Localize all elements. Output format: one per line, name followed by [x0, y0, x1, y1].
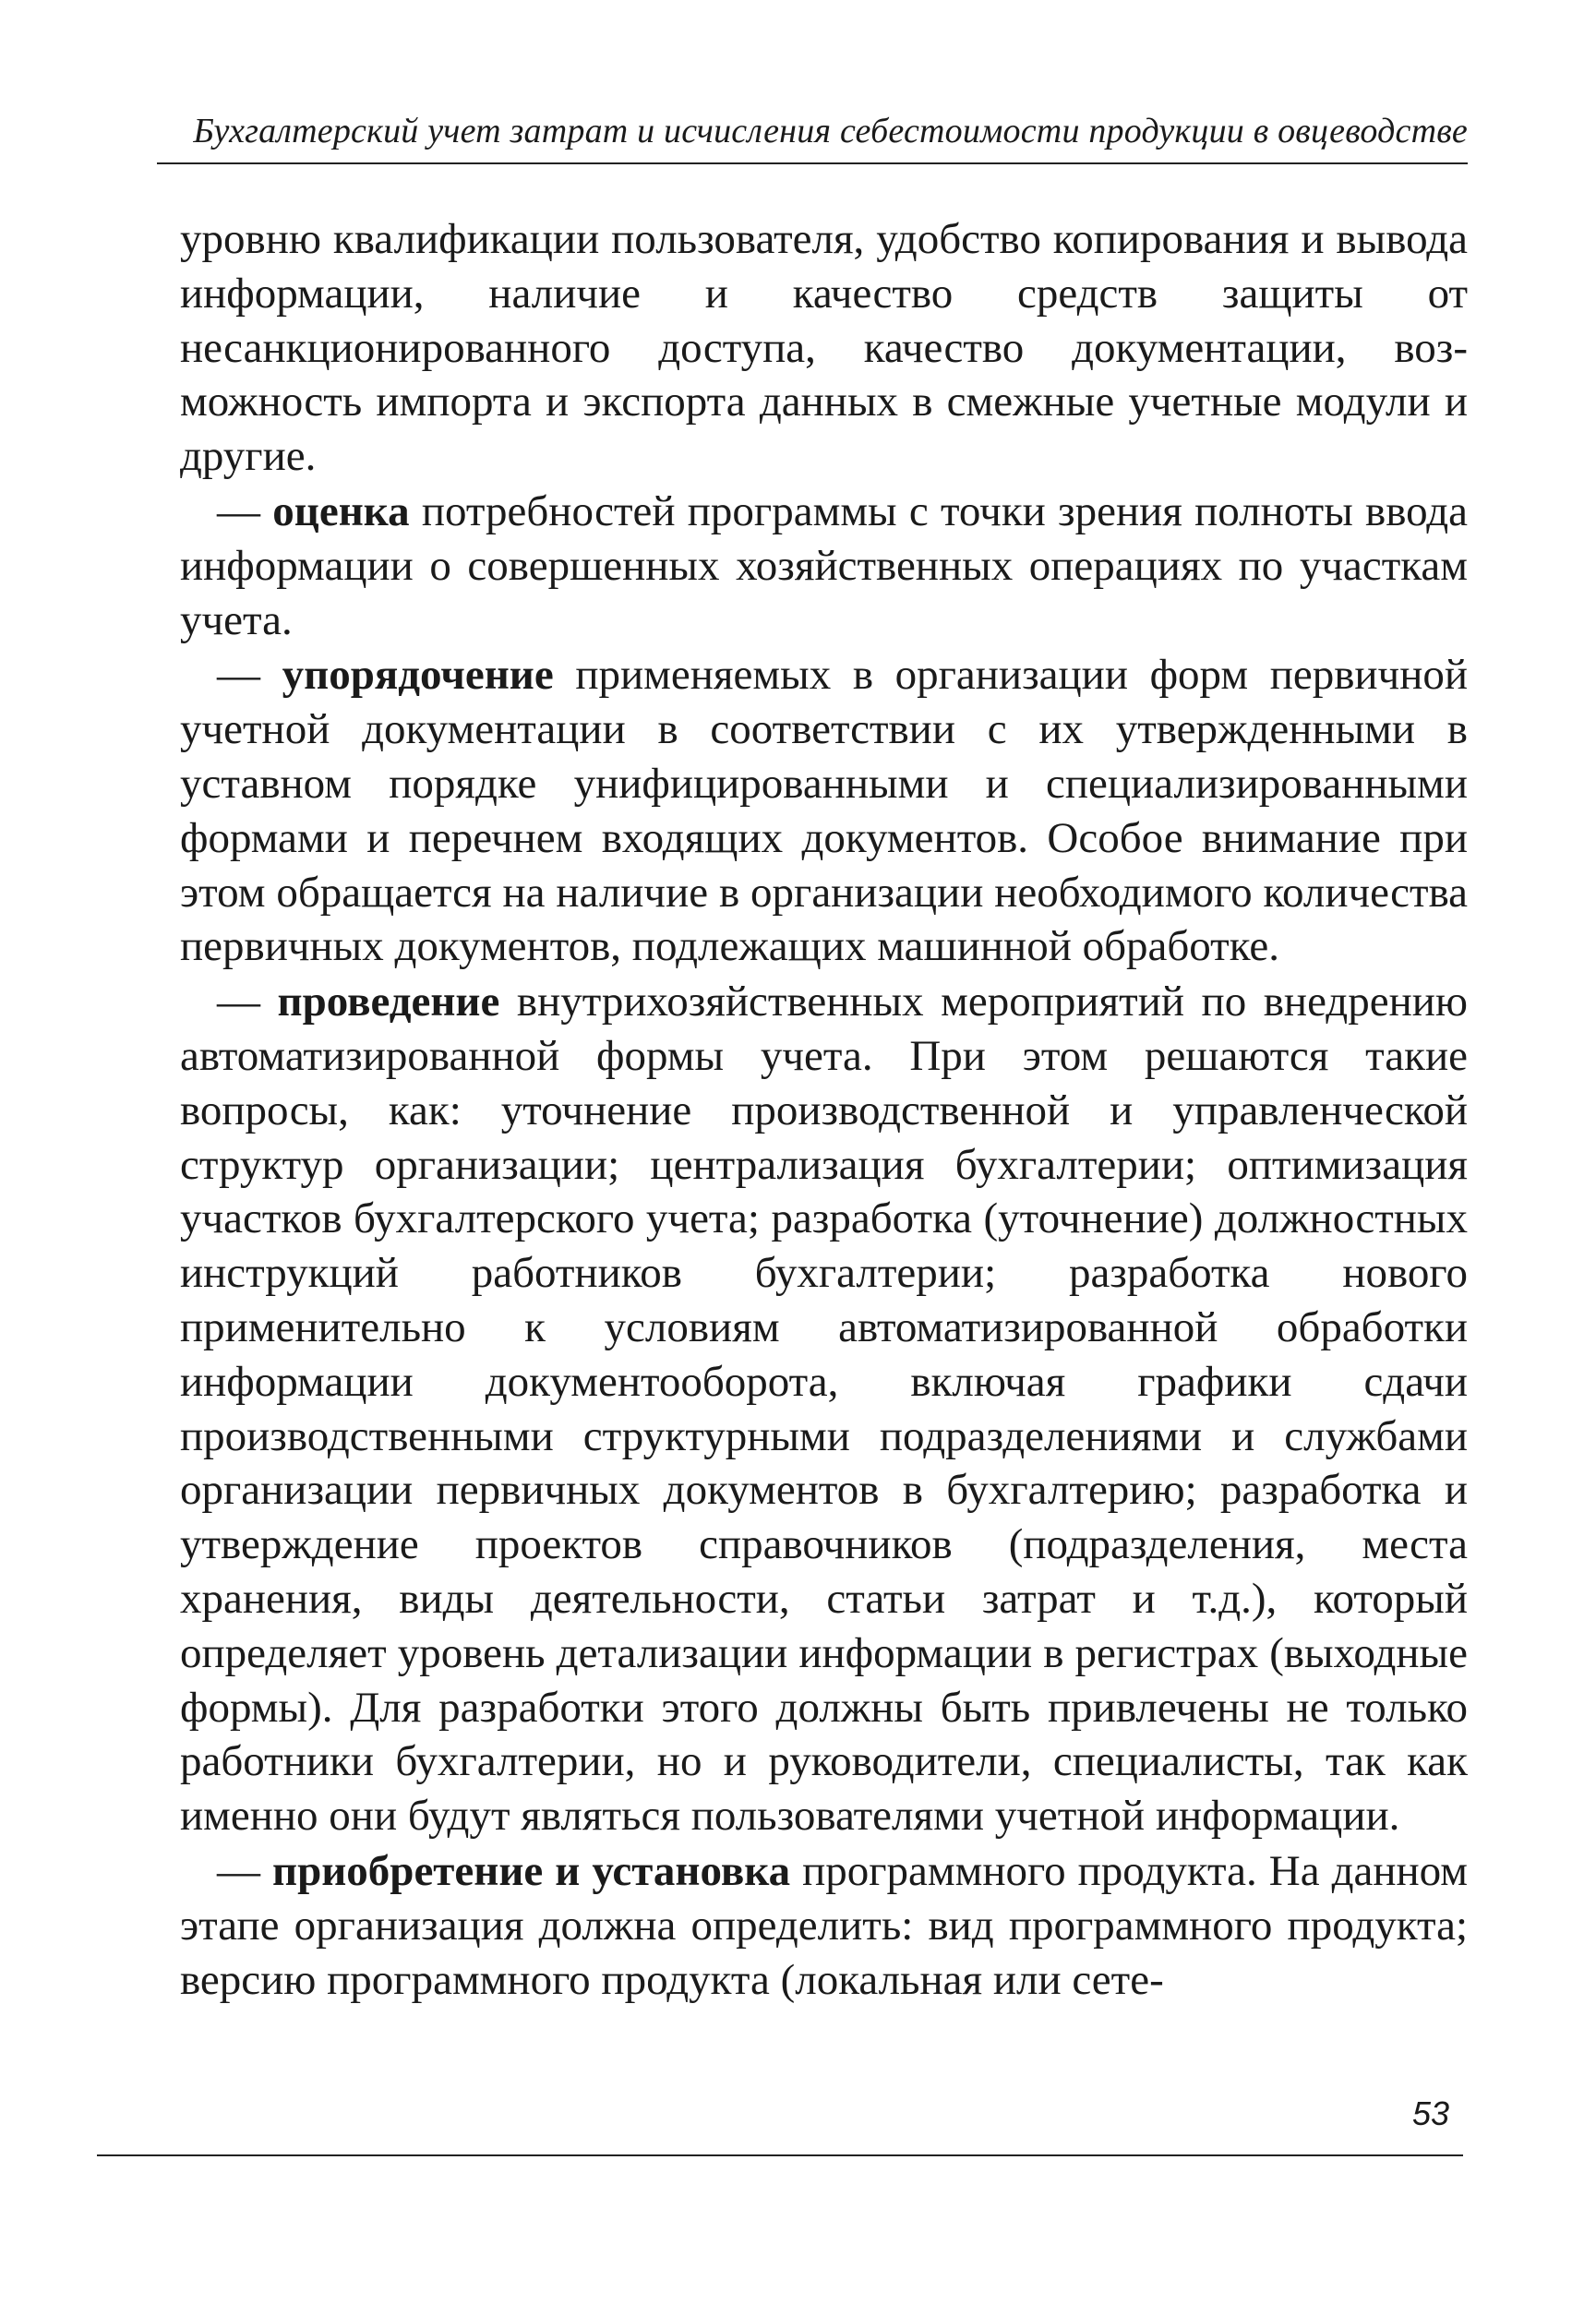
item-text: программного продукта. На данном этапе организация должна определить: вид программного продукта; версию программного продукта (локальная или сете- [180, 1846, 1468, 2004]
list-dash: — [217, 978, 278, 1026]
list-item-conducting [180, 975, 1468, 1843]
list-dash: — [217, 651, 282, 700]
term-ordering: упорядочение [282, 651, 554, 700]
running-header: Бухгалтерский учет затрат и исчисления себестоимости продукции в овцеводстве [193, 112, 1468, 150]
footer-divider [97, 2154, 1463, 2156]
page-body [180, 212, 1468, 2007]
list-item-acquisition [180, 1844, 1468, 2007]
list-dash: — [217, 1846, 272, 1895]
item-text: применяемых в организации форм первичной учетной документации в соответствии с их утвержденными в уставном порядке унифицированными и специализированными формами и перечнем входящих документов. Особое внимание при этом обращается на наличие в организации необходимого количества первичных документов, подлежащих машинной обработке. [180, 651, 1468, 971]
term-assessment: оценка [272, 486, 410, 535]
list-dash: — [217, 486, 273, 535]
list-item-assessment [180, 485, 1468, 647]
header-divider [157, 162, 1468, 164]
page-number: 53 [1411, 2094, 1449, 2132]
item-text: внутрихозяйственных мероприятий по внедрению автоматизированной формы учета. При этом решаются такие вопросы, как: уточнение производственной и управленческой структур организации; централизация бухгалтерии; оптимизация участков бухгалтерского учета; разработка (уточнение) должностных инструкций работников бухгалтерии; разработка нового применительно к условиям автоматизированной обработки информации документооборота, включая графики сдачи производственными структурными подразделениями и службами организации первичных документов в бухгалтерию; разработка и утверждение проектов справочников (подразделения, места хранения, виды деятельности, статьи затрат и т.д.), который определяет уровень детализации информации в регистрах (выходные формы). Для разработки этого должны быть привлечены не только работники бухгалтерии, но и руководители, специалисты, так как именно они будут являться пользователями учетной информации. [180, 978, 1469, 1841]
term-acquisition: приобретение и установка [272, 1846, 791, 1895]
term-conducting: проведение [277, 978, 500, 1026]
item-text: потребностей программы с точки зрения полноты ввода информации о совершенных хозяйственных операциях по участкам учета. [180, 486, 1469, 644]
list-item-ordering [180, 648, 1468, 974]
paragraph-continuation: уровню квалификации пользователя, удобство копирования и вывода информации, наличие и качество средств защиты от несанкционированного доступа, качество документации, возможность импорта и экспорта данных в смежные учетные модули и другие. [180, 215, 1468, 481]
